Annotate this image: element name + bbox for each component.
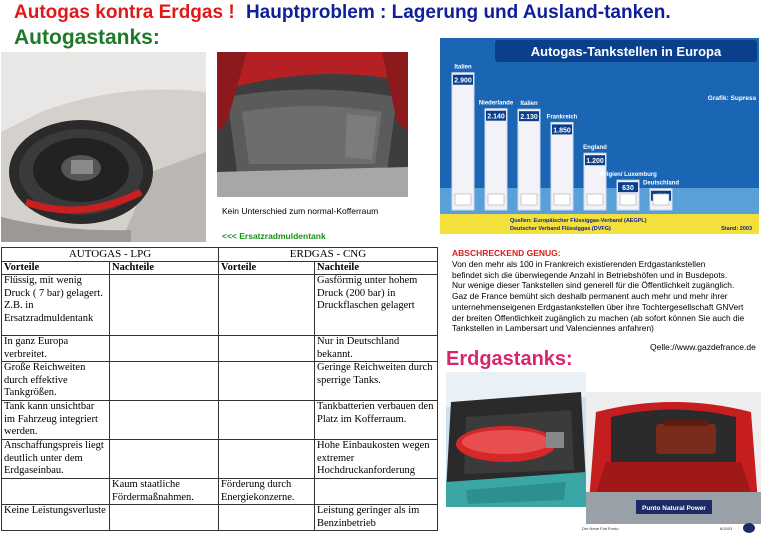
- chart-autogas-stations-europe: [440, 38, 759, 234]
- table-cell: Hohe Einbaukosten wegen extremer Hochdruckanforderung: [315, 440, 438, 479]
- table-cell: Tank kann unsichtbar im Fahrzeug integriert werden.: [2, 401, 110, 440]
- photo-punto-natural-power: [586, 392, 761, 524]
- title-autogas-vs-erdgas: Autogas kontra Erdgas !: [14, 2, 235, 23]
- country-flag-icon: [620, 194, 636, 205]
- chart-value-label: 630: [622, 185, 634, 193]
- chart-category-label: Deutschland: [642, 180, 680, 187]
- table-cell: In ganz Europa verbreitet.: [2, 336, 110, 362]
- table-row: [2, 336, 438, 362]
- warning-line: unternehmenseigenen Erdgastankstellen über ihre Tochtergesellschaft GNVert: [452, 301, 744, 312]
- table-row: [2, 505, 438, 531]
- warning-line: befindet sich die überwiegende Anzahl in Betriebshöfen und in Busdepots.: [452, 269, 728, 280]
- chart-category-label: Niederlande: [478, 100, 514, 107]
- warning-line: Tankstellen in Lambersart und Valenciennes anfahren): [452, 323, 654, 334]
- page-title: [14, 2, 671, 24]
- table-cell: [110, 440, 219, 479]
- group-header-autogas: AUTOGAS - LPG: [2, 248, 219, 262]
- warning-line: Gaz de France bemüht sich deshalb permanent auch mehr und mehr ihrer: [452, 291, 728, 302]
- table-cell: Anschaffungspreis liegt deutlich unter dem Erdgaseinbau.: [2, 440, 110, 479]
- warning-title: ABSCHRECKEND GENUG:: [452, 248, 561, 258]
- table-cell: [110, 275, 219, 336]
- table-row: [2, 362, 438, 401]
- table-cell: [219, 336, 315, 362]
- spare-tank-caption: <<< Ersatzradmuldentank: [222, 231, 326, 241]
- table-row: [2, 479, 438, 505]
- column-header-cng-vorteile: Vorteile: [219, 261, 315, 275]
- table-cell: Förderung durch Energiekonzerne.: [219, 479, 315, 505]
- table-cell: Leistung geringer als im Benzinbetrieb: [315, 505, 438, 531]
- chart-category-label: England: [583, 145, 607, 152]
- title-main-problem: Hauptproblem : Lagerung und Ausland-tanken.: [245, 2, 671, 23]
- chart-bar: [452, 73, 474, 210]
- warning-line: Von den mehr als 100 in Frankreich existierenden Erdgastankstellen: [452, 259, 706, 269]
- chart-source-line-2: Deutscher Verband Flüssiggas (DVFG): [510, 226, 611, 232]
- table-cell: [219, 275, 315, 336]
- warning-line: Nur wenige dieser Tankstellen sind generell für die Öffentlichkeit zugänglich.: [452, 280, 735, 291]
- table-cell: [2, 479, 110, 505]
- chart-graphic-label: Grafik: Supress: [707, 95, 757, 102]
- chart-title: Autogas-Tankstellen in Europa: [530, 44, 722, 59]
- table-cell: Gasförmig unter hohem Druck (200 bar) in Druckflaschen gelagert: [315, 275, 438, 336]
- table-cell: Große Reichweiten durch effektive Tankgrößen.: [2, 362, 110, 401]
- plate-text: Punto Natural Power: [642, 505, 706, 512]
- footer-fiat-punto: Der Neue Fiat Punto: [582, 526, 619, 531]
- photo-trunk-normal: [217, 52, 408, 197]
- photo-cng-tank-hatch: [446, 372, 586, 507]
- photo-spare-wheel-tank: [1, 52, 206, 242]
- country-flag-icon: [455, 194, 471, 205]
- table-row: [2, 275, 438, 336]
- country-flag-icon: [488, 194, 504, 205]
- chart-category-label: Frankreich: [546, 114, 578, 121]
- table-cell: Tankbatterien verbauen den Platz im Kofferraum.: [315, 401, 438, 440]
- table-cell: [219, 362, 315, 401]
- table-cell: Nur in Deutschland bekannt.: [315, 336, 438, 362]
- chart-svg: [440, 38, 759, 234]
- table-row: [2, 401, 438, 440]
- chart-value-label: 1.200: [586, 158, 604, 166]
- column-header-lpg-vorteile: Vorteile: [2, 261, 110, 275]
- table-cell: [110, 362, 219, 401]
- footer-date: 6/2003: [720, 526, 733, 531]
- chart-source-line-1: Quellen: Europäischer Flüssiggas-Verband (AEGPL): [510, 218, 647, 224]
- group-header-erdgas: ERDGAS - CNG: [219, 248, 438, 262]
- chart-value-label: 2.140: [487, 113, 505, 121]
- chart-value-label: 2.130: [520, 114, 538, 122]
- table-cell: [315, 479, 438, 505]
- table-cell: [219, 440, 315, 479]
- country-flag-icon: [587, 194, 603, 205]
- country-flag-icon: [554, 194, 570, 205]
- table-cell: Geringe Reichweiten durch sperrige Tanks.: [315, 362, 438, 401]
- chart-category-label: Belgien/ Luxemburg: [599, 172, 657, 179]
- table-cell: [110, 336, 219, 362]
- country-flag-icon: [521, 194, 537, 205]
- chart-category-label: Italien: [454, 64, 472, 71]
- table-cell: [110, 505, 219, 531]
- table-cell: Kaum staatliche Fördermaßnahmen.: [110, 479, 219, 505]
- chart-category-label: Italien: [520, 101, 538, 108]
- country-flag-icon: [653, 194, 669, 205]
- table-cell: [110, 401, 219, 440]
- fiat-logo-icon: [743, 523, 755, 533]
- comparison-table: [1, 247, 438, 531]
- warning-source: Qelle://www.gazdefrance.de: [650, 342, 756, 352]
- table-cell: [219, 401, 315, 440]
- chart-stand: Stand: 2003: [721, 226, 752, 232]
- table-cell: [219, 505, 315, 531]
- trunk-caption: Kein Unterschied zum normal-Kofferraum: [222, 206, 379, 216]
- column-header-lpg-nachteile: Nachteile: [110, 261, 219, 275]
- column-header-cng-nachteile: Nachteile: [315, 261, 438, 275]
- warning-body: [452, 259, 764, 334]
- chart-value-label: 1.850: [553, 127, 571, 135]
- chart-value-label: 2.900: [454, 77, 472, 85]
- warning-line: der breiten Öffentlichkeit zugänglich zu machen (ab sofort können Sie auch die: [452, 312, 745, 323]
- autogastanks-heading: Autogastanks:: [14, 26, 160, 49]
- erdgastanks-heading: Erdgastanks:: [446, 348, 573, 370]
- table-cell: Flüssig, mit wenig Druck ( 7 bar) gelagert. Z.B. in Ersatzradmuldentank: [2, 275, 110, 336]
- table-cell: Keine Leistungsverluste: [2, 505, 110, 531]
- table-row: [2, 440, 438, 479]
